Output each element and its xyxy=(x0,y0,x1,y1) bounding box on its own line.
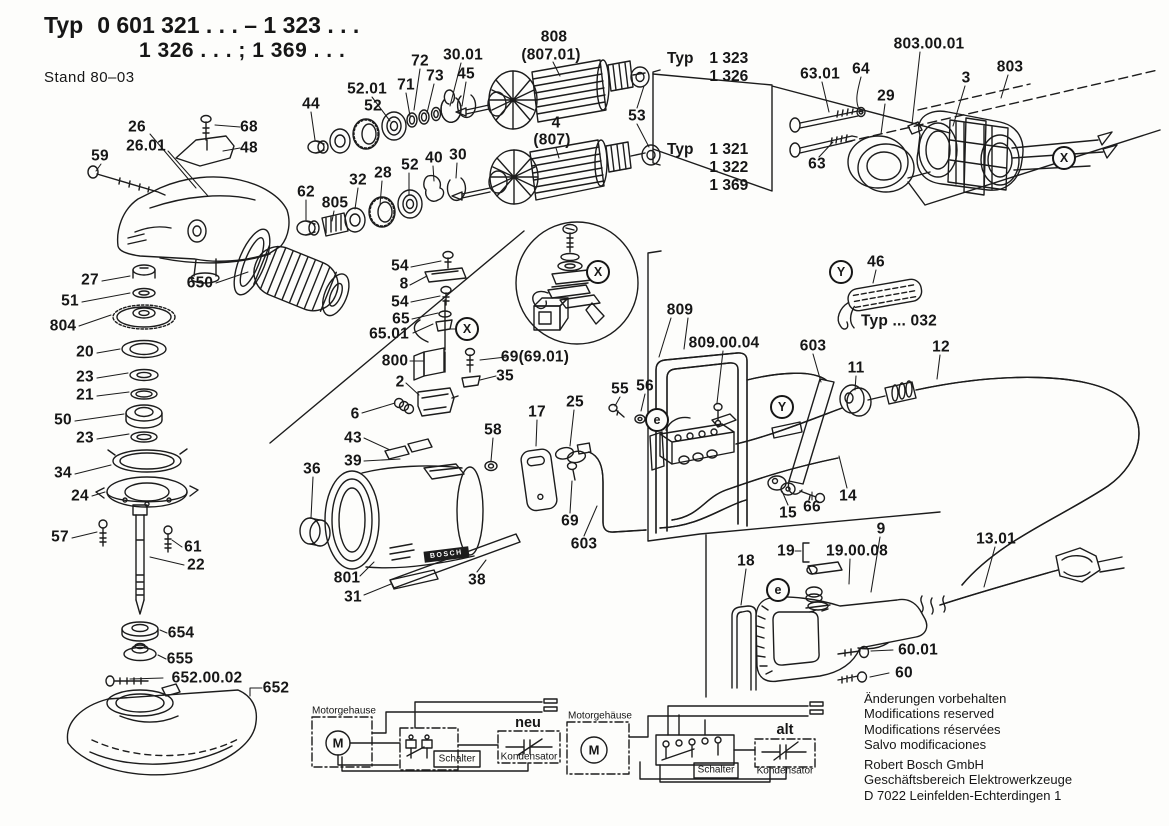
circled-mark-e: e xyxy=(645,408,669,432)
circuit-left-housing-label: Motorgehause xyxy=(312,705,376,717)
part-callout: 26.01 xyxy=(126,137,166,155)
company-address: Robert Bosch GmbH Geschäftsbereich Elektrowerkzeuge D 7022 Leinfelden-Echterdingen 1 xyxy=(864,757,1073,803)
part-callout: 800 xyxy=(381,352,409,370)
power-plug xyxy=(1056,548,1124,582)
part-callout: 53 xyxy=(628,107,646,125)
circuit-left-tag: neu xyxy=(515,715,541,731)
circled-mark-X: X xyxy=(1052,146,1076,170)
brand-sticker: BOSCH xyxy=(423,546,469,562)
part-callout: 19 xyxy=(777,542,795,560)
part-callout: 63.01 xyxy=(800,65,840,83)
part-callout: 801 xyxy=(333,569,361,587)
part-callout: 65 xyxy=(392,310,410,328)
type-variant-group: Typ 1 323 1 326 xyxy=(667,50,749,85)
side-handle xyxy=(227,225,359,333)
part-callout: 809 xyxy=(666,301,694,319)
part-callout: 52 xyxy=(401,156,419,174)
part-callout: 40 xyxy=(425,149,443,167)
part-callout: 36 xyxy=(303,460,321,478)
part-callout: 58 xyxy=(484,421,502,439)
part-callout: 69(69.01) xyxy=(500,348,570,366)
part-callout: 46 xyxy=(867,253,885,271)
part-callout: 50 xyxy=(54,411,72,429)
part-callout: 39 xyxy=(344,452,362,470)
part-callout: 14 xyxy=(839,487,857,505)
part-callout: 35 xyxy=(496,367,514,385)
part-callout: 18 xyxy=(737,552,755,570)
part-callout: 808 xyxy=(540,28,568,46)
part-callout: 603 xyxy=(799,337,827,355)
typ-numbers-line1: 0 601 321 . . . – 1 323 . . . xyxy=(97,12,360,38)
part-callout: 8 xyxy=(399,275,409,293)
part-callout: 652 xyxy=(262,679,290,697)
part-callout: 29 xyxy=(877,87,895,105)
part-callout: 20 xyxy=(76,343,94,361)
part-callout: 54 xyxy=(391,257,409,275)
leader-lines xyxy=(72,52,1008,696)
part-callout: 61 xyxy=(184,538,202,556)
circuit-left-switch-label: Schalter xyxy=(438,753,476,765)
part-callout: Typ ... 032 xyxy=(861,312,937,330)
part-callout: 22 xyxy=(187,556,205,574)
spindle-stack xyxy=(96,265,198,686)
typ-numbers-line2: 1 326 . . . ; 1 369 . . . xyxy=(139,39,346,62)
part-callout: 650 xyxy=(186,274,214,292)
part-callout: 19.00.08 xyxy=(826,542,888,560)
typ-label: Typ xyxy=(44,12,84,38)
part-callout: 60.01 xyxy=(898,641,938,659)
part-callout: (807.01) xyxy=(521,46,581,64)
part-callout: 45 xyxy=(457,65,475,83)
part-callout: 6 xyxy=(350,405,360,423)
part-callout: 66 xyxy=(803,498,821,516)
part-callout: 57 xyxy=(51,528,69,546)
part-callout: 73 xyxy=(426,67,444,85)
title-block xyxy=(44,12,359,86)
part-callout: 3 xyxy=(961,69,971,87)
bearing-row-upper xyxy=(308,90,476,153)
part-callout: 804 xyxy=(49,317,77,335)
circuit-right-capacitor-label: Kondensator xyxy=(756,765,814,777)
part-callout: 805 xyxy=(321,194,349,212)
part-callout: 2 xyxy=(395,373,405,391)
circuit-right-switch-label: Schalter xyxy=(697,764,735,776)
part-callout: 4 xyxy=(551,114,561,132)
part-callout: 69 xyxy=(561,512,579,530)
switch-cover-parts xyxy=(520,443,591,512)
circuit-left-capacitor-label: Kondensator xyxy=(500,751,558,763)
part-callout: 21 xyxy=(76,386,94,404)
part-callout: 30.01 xyxy=(443,46,483,64)
part-callout: 30 xyxy=(449,146,467,164)
part-callout: 59 xyxy=(91,147,109,165)
part-callout: 63 xyxy=(808,155,826,173)
revision-date: Stand 80–03 xyxy=(44,69,135,86)
part-callout: 68 xyxy=(240,118,258,136)
part-callout: 652.00.02 xyxy=(171,669,243,687)
circuit-right-motor-label: M xyxy=(588,742,600,758)
part-callout: 17 xyxy=(528,403,546,421)
field-stator xyxy=(908,111,1117,195)
part-callout: 25 xyxy=(566,393,584,411)
part-callout: 32 xyxy=(349,171,367,189)
circuit-right-housing-label: Motorgehäuse xyxy=(568,710,632,722)
circled-mark-X: X xyxy=(586,260,610,284)
circuit-left-motor-label: M xyxy=(332,735,344,751)
part-callout: 23 xyxy=(76,429,94,447)
part-callout: 24 xyxy=(71,487,89,505)
part-callout: 51 xyxy=(61,292,79,310)
part-callout: 803.00.01 xyxy=(893,35,965,53)
part-callout: 23 xyxy=(76,368,94,386)
part-callout: 72 xyxy=(411,52,429,70)
part-callout: 54 xyxy=(391,293,409,311)
part-callout: 809.00.04 xyxy=(688,334,760,352)
modification-notes: Änderungen vorbehalten Modifications reserved Modifications réservées Salvo modificaciones xyxy=(864,691,1007,752)
part-callout: 43 xyxy=(344,429,362,447)
part-callout: 9 xyxy=(876,520,886,538)
part-callout: 60 xyxy=(895,664,913,682)
motor-housing xyxy=(300,439,520,589)
part-callout: 15 xyxy=(779,504,797,522)
part-callout: 803 xyxy=(996,58,1024,76)
part-callout: 48 xyxy=(240,139,258,157)
part-callout: 55 xyxy=(611,380,629,398)
part-callout: 12 xyxy=(932,338,950,356)
part-callout: 26 xyxy=(128,118,146,136)
part-callout: 52 xyxy=(364,97,382,115)
wheel-guard xyxy=(67,684,256,775)
part-callout: 28 xyxy=(374,164,392,182)
type-variant-group: Typ 1 321 1 322 1 369 xyxy=(667,141,749,194)
circled-mark-Y: Y xyxy=(829,260,853,284)
part-callout: (807) xyxy=(533,131,571,149)
part-callout: 34 xyxy=(54,464,72,482)
circuit-right-tag: alt xyxy=(776,722,794,738)
part-callout: 62 xyxy=(297,183,315,201)
part-callout: 603 xyxy=(570,535,598,553)
part-callout: 71 xyxy=(397,76,415,94)
circled-mark-X: X xyxy=(455,317,479,341)
part-callout: 44 xyxy=(302,95,320,113)
part-callout: 655 xyxy=(166,650,194,668)
part-callout: 52.01 xyxy=(347,80,387,98)
part-callout: 654 xyxy=(167,624,195,642)
part-callout: 27 xyxy=(81,271,99,289)
part-callout: 64 xyxy=(852,60,870,78)
part-callout: 38 xyxy=(468,571,486,589)
field-screws xyxy=(790,108,914,193)
inset-detail xyxy=(516,222,638,344)
part-callout: 31 xyxy=(344,588,362,606)
part-callout: 13.01 xyxy=(976,530,1016,548)
wire-harness xyxy=(589,353,1139,605)
part-callout: 65.01 xyxy=(369,325,409,343)
part-callout: 11 xyxy=(847,359,865,377)
legal-footer xyxy=(864,691,1072,803)
part-callout: 56 xyxy=(636,377,654,395)
circled-mark-e: e xyxy=(766,578,790,602)
circled-mark-Y: Y xyxy=(770,395,794,419)
